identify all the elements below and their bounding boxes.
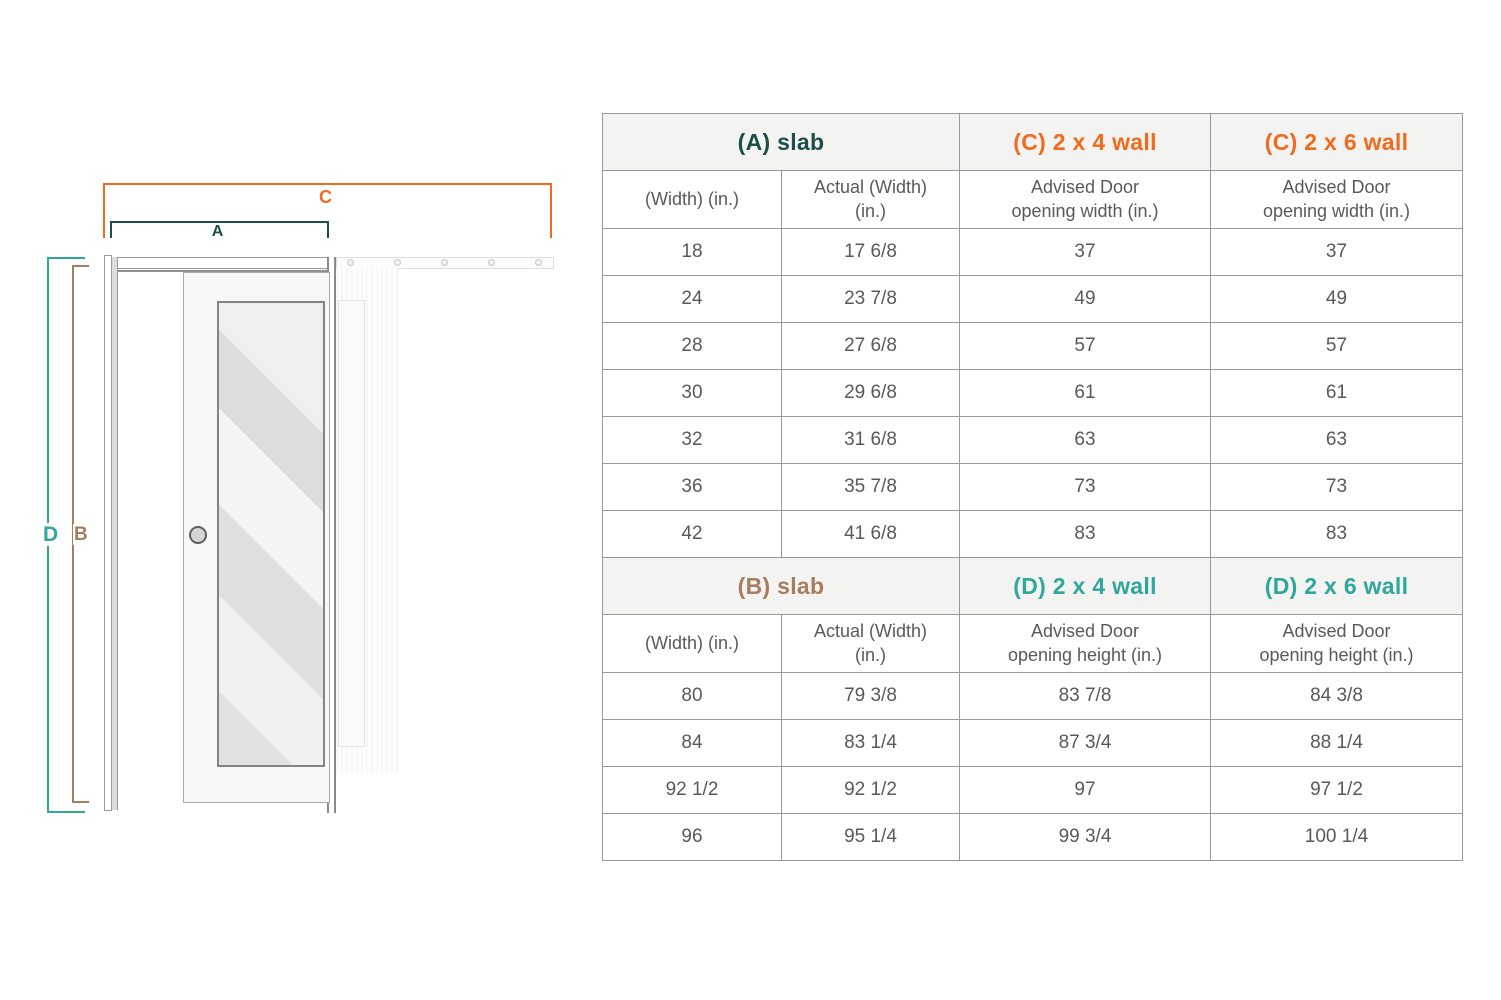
table-row: [603, 417, 1463, 464]
section-header-cell: (D) 2 x 4 wall: [960, 558, 1211, 615]
pocket-ghost-door: [338, 300, 365, 747]
screw-icon: [347, 259, 354, 266]
data-cell: 27 6/8: [782, 323, 960, 370]
door-left-jamb-inner: [112, 257, 118, 810]
dim-label-d: D: [43, 523, 59, 546]
section-header-row: [603, 114, 1463, 171]
data-cell: 80: [603, 673, 782, 720]
data-cell: 30: [603, 370, 782, 417]
column-header-cell: Actual (Width) (in.): [782, 615, 960, 673]
data-cell: 63: [960, 417, 1211, 464]
table-row: [603, 323, 1463, 370]
data-cell: 17 6/8: [782, 229, 960, 276]
column-header-cell: Advised Door opening height (in.): [1211, 615, 1463, 673]
data-cell: 92 1/2: [782, 767, 960, 814]
data-cell: 63: [1211, 417, 1463, 464]
data-cell: 84 3/8: [1211, 673, 1463, 720]
data-cell: 88 1/4: [1211, 720, 1463, 767]
column-header-row: [603, 615, 1463, 673]
data-cell: 97: [960, 767, 1211, 814]
data-cell: 96: [603, 814, 782, 861]
data-cell: 87 3/4: [960, 720, 1211, 767]
data-cell: 41 6/8: [782, 511, 960, 558]
data-cell: 36: [603, 464, 782, 511]
data-cell: 57: [1211, 323, 1463, 370]
data-cell: 31 6/8: [782, 417, 960, 464]
data-cell: 37: [960, 229, 1211, 276]
table-row: [603, 370, 1463, 417]
table-row: [603, 814, 1463, 861]
section-header-cell: (C) 2 x 4 wall: [960, 114, 1211, 171]
data-cell: 24: [603, 276, 782, 323]
door-knob: [189, 526, 207, 544]
data-cell: 28: [603, 323, 782, 370]
section-header-cell: (C) 2 x 6 wall: [1211, 114, 1463, 171]
data-cell: 92 1/2: [603, 767, 782, 814]
dim-label-c: C: [319, 187, 332, 207]
section-header-cell: (B) slab: [603, 558, 960, 615]
table-row: [603, 767, 1463, 814]
column-header-cell: (Width) (in.): [603, 171, 782, 229]
section-header-row: [603, 558, 1463, 615]
door-glass-panel: [217, 301, 325, 767]
column-header-cell: (Width) (in.): [603, 615, 782, 673]
data-cell: 73: [1211, 464, 1463, 511]
data-cell: 99 3/4: [960, 814, 1211, 861]
data-cell: 49: [1211, 276, 1463, 323]
screw-icon: [535, 259, 542, 266]
data-cell: 83: [1211, 511, 1463, 558]
table-row: [603, 464, 1463, 511]
size-table-body: [603, 114, 1463, 861]
data-cell: 49: [960, 276, 1211, 323]
screw-icon: [394, 259, 401, 266]
column-header-cell: Advised Door opening height (in.): [960, 615, 1211, 673]
data-cell: 35 7/8: [782, 464, 960, 511]
data-cell: 83 7/8: [960, 673, 1211, 720]
door-header-bar: [104, 257, 336, 269]
data-cell: 95 1/4: [782, 814, 960, 861]
table-row: [603, 673, 1463, 720]
data-cell: 83 1/4: [782, 720, 960, 767]
door-left-jamb: [104, 255, 112, 811]
screw-icon: [488, 259, 495, 266]
column-header-cell: Advised Door opening width (in.): [1211, 171, 1463, 229]
section-header-cell: (A) slab: [603, 114, 960, 171]
dim-label-b: B: [74, 524, 88, 545]
data-cell: 79 3/8: [782, 673, 960, 720]
data-cell: 73: [960, 464, 1211, 511]
dim-label-a: A: [211, 223, 224, 240]
data-cell: 61: [960, 370, 1211, 417]
data-cell: 61: [1211, 370, 1463, 417]
column-header-cell: Actual (Width) (in.): [782, 171, 960, 229]
table-row: [603, 511, 1463, 558]
column-header-row: [603, 171, 1463, 229]
data-cell: 32: [603, 417, 782, 464]
data-cell: 57: [960, 323, 1211, 370]
data-cell: 100 1/4: [1211, 814, 1463, 861]
table-row: [603, 229, 1463, 276]
table-row: [603, 276, 1463, 323]
section-header-cell: (D) 2 x 6 wall: [1211, 558, 1463, 615]
screw-icon: [441, 259, 448, 266]
data-cell: 29 6/8: [782, 370, 960, 417]
size-table: [602, 113, 1463, 861]
data-cell: 23 7/8: [782, 276, 960, 323]
data-cell: 83: [960, 511, 1211, 558]
column-header-cell: Advised Door opening width (in.): [960, 171, 1211, 229]
data-cell: 18: [603, 229, 782, 276]
data-cell: 42: [603, 511, 782, 558]
data-cell: 37: [1211, 229, 1463, 276]
table-row: [603, 720, 1463, 767]
data-cell: 97 1/2: [1211, 767, 1463, 814]
data-cell: 84: [603, 720, 782, 767]
